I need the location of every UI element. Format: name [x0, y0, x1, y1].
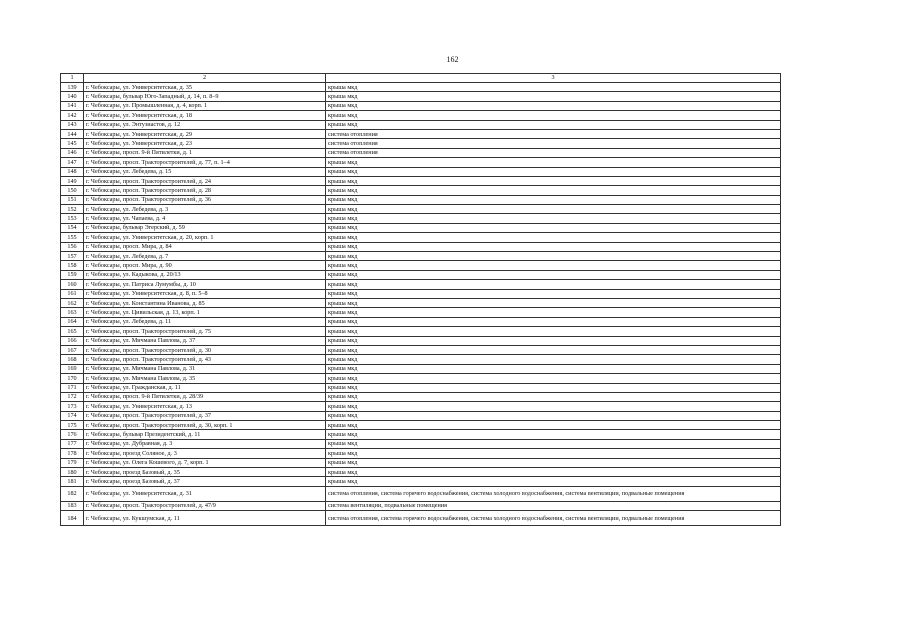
address-cell: г. Чебоксары, ул. Университетская, д. 35	[84, 83, 326, 92]
address-cell: г. Чебоксары, ул. Университетская, д. 23	[84, 139, 326, 148]
table-row	[61, 223, 781, 232]
work-type-cell: крыша мкд	[326, 92, 781, 101]
row-number-cell: 178	[61, 449, 84, 458]
address-cell: г. Чебоксары, ул. Университетская, д. 13	[84, 402, 326, 411]
table-row	[61, 233, 781, 242]
row-number-cell: 180	[61, 468, 84, 477]
row-number-cell: 151	[61, 195, 84, 204]
row-number-cell: 168	[61, 355, 84, 364]
row-number-cell: 161	[61, 289, 84, 298]
work-type-cell: крыша мкд	[326, 336, 781, 345]
work-type-cell: крыша мкд	[326, 289, 781, 298]
row-number-cell: 166	[61, 336, 84, 345]
row-number-cell: 150	[61, 186, 84, 195]
work-type-cell: система отопления, система горячего водоснабжения, система холодного водоснабжения, система вентиляции, подвальные помещения	[326, 511, 781, 526]
table-row	[61, 83, 781, 92]
table-row	[61, 270, 781, 279]
row-number-cell: 184	[61, 511, 84, 526]
address-cell: г. Чебоксары, ул. Университетская, д. 20, корп. 1	[84, 233, 326, 242]
work-type-cell: крыша мкд	[326, 186, 781, 195]
row-number-cell: 152	[61, 205, 84, 214]
page-number: 162	[446, 55, 459, 64]
address-cell: г. Чебоксары, просп. Мира, д. 90	[84, 261, 326, 270]
row-number-cell: 181	[61, 477, 84, 486]
work-type-cell: крыша мкд	[326, 383, 781, 392]
address-cell: г. Чебоксары, просп. Тракторостроителей, д. 30	[84, 345, 326, 354]
address-cell: г. Чебоксары, бульвар Президентский, д. 11	[84, 430, 326, 439]
address-cell: г. Чебоксары, просп. Тракторостроителей, д. 30, корп. 1	[84, 421, 326, 430]
row-number-cell: 174	[61, 411, 84, 420]
address-cell: г. Чебоксары, просп. Тракторостроителей, д. 77, п. 1–4	[84, 158, 326, 167]
table-header-row	[61, 74, 781, 83]
work-type-cell: крыша мкд	[326, 176, 781, 185]
work-type-cell: крыша мкд	[326, 111, 781, 120]
row-number-cell: 159	[61, 270, 84, 279]
work-type-cell: система отопления	[326, 139, 781, 148]
row-number-cell: 140	[61, 92, 84, 101]
work-type-cell: крыша мкд	[326, 205, 781, 214]
work-type-cell: крыша мкд	[326, 411, 781, 420]
table-row	[61, 148, 781, 157]
work-type-cell: крыша мкд	[326, 242, 781, 251]
row-number-cell: 163	[61, 308, 84, 317]
address-cell: г. Чебоксары, ул. Мичмана Павлова, д. 37	[84, 336, 326, 345]
address-cell: г. Чебоксары, ул. Университетская, д. 29	[84, 129, 326, 138]
address-cell: г. Чебоксары, ул. Гражданская, д. 11	[84, 383, 326, 392]
table-row	[61, 101, 781, 110]
row-number-cell: 177	[61, 439, 84, 448]
table-row	[61, 298, 781, 307]
table-row	[61, 355, 781, 364]
work-type-cell: система отопления	[326, 148, 781, 157]
table-row	[61, 336, 781, 345]
table-row	[61, 186, 781, 195]
work-type-cell: крыша мкд	[326, 214, 781, 223]
row-number-cell: 172	[61, 392, 84, 401]
document-table	[60, 73, 781, 526]
work-type-cell: крыша мкд	[326, 101, 781, 110]
table-row	[61, 195, 781, 204]
address-cell: г. Чебоксары, просп. Тракторостроителей, д. 75	[84, 327, 326, 336]
work-type-cell: крыша мкд	[326, 468, 781, 477]
row-number-cell: 160	[61, 280, 84, 289]
table-row	[61, 477, 781, 486]
address-cell: г. Чебоксары, ул. Университетская, д. 18	[84, 111, 326, 120]
table-row	[61, 501, 781, 510]
table-row	[61, 458, 781, 467]
header-col-2: 2	[84, 74, 326, 83]
table-row	[61, 280, 781, 289]
table-row	[61, 205, 781, 214]
table-row	[61, 111, 781, 120]
address-cell: г. Чебоксары, просп. 9-й Пятилетки, д. 28/39	[84, 392, 326, 401]
table-row	[61, 129, 781, 138]
address-cell: г. Чебоксары, ул. Чапаева, д. 4	[84, 214, 326, 223]
row-number-cell: 179	[61, 458, 84, 467]
row-number-cell: 139	[61, 83, 84, 92]
row-number-cell: 154	[61, 223, 84, 232]
work-type-cell: крыша мкд	[326, 458, 781, 467]
row-number-cell: 158	[61, 261, 84, 270]
address-cell: г. Чебоксары, бульвар Юго-Западный, д. 14, п. 8–9	[84, 92, 326, 101]
work-type-cell: крыша мкд	[326, 158, 781, 167]
row-number-cell: 176	[61, 430, 84, 439]
table-row	[61, 430, 781, 439]
table-row	[61, 374, 781, 383]
table-row	[61, 411, 781, 420]
address-cell: г. Чебоксары, ул. Мичмана Павлова, д. 31	[84, 364, 326, 373]
work-type-cell: крыша мкд	[326, 261, 781, 270]
address-cell: г. Чебоксары, ул. Патриса Лумумбы, д. 10	[84, 280, 326, 289]
work-type-cell: крыша мкд	[326, 402, 781, 411]
table-row	[61, 158, 781, 167]
address-cell: г. Чебоксары, ул. Промышленная, д. 4, корп. 1	[84, 101, 326, 110]
row-number-cell: 147	[61, 158, 84, 167]
table-row	[61, 139, 781, 148]
table-row	[61, 345, 781, 354]
table-body	[61, 83, 781, 526]
work-type-cell: крыша мкд	[326, 270, 781, 279]
address-cell: г. Чебоксары, ул. Университетская, д. 8, п. 5–8	[84, 289, 326, 298]
work-type-cell: крыша мкд	[326, 233, 781, 242]
work-type-cell: крыша мкд	[326, 439, 781, 448]
work-type-cell: крыша мкд	[326, 195, 781, 204]
row-number-cell: 141	[61, 101, 84, 110]
row-number-cell: 164	[61, 317, 84, 326]
table-row	[61, 92, 781, 101]
address-cell: г. Чебоксары, ул. Мичмана Павлова, д. 35	[84, 374, 326, 383]
table-row	[61, 486, 781, 501]
table-row	[61, 449, 781, 458]
work-type-cell: система отопления	[326, 129, 781, 138]
row-number-cell: 143	[61, 120, 84, 129]
work-type-cell: крыша мкд	[326, 167, 781, 176]
work-type-cell: крыша мкд	[326, 83, 781, 92]
header-col-3: 3	[326, 74, 781, 83]
row-number-cell: 148	[61, 167, 84, 176]
table-row	[61, 402, 781, 411]
row-number-cell: 144	[61, 129, 84, 138]
row-number-cell: 183	[61, 501, 84, 510]
table-row	[61, 261, 781, 270]
address-cell: г. Чебоксары, проезд Соляное, д. 3	[84, 449, 326, 458]
table-row	[61, 120, 781, 129]
table-row	[61, 214, 781, 223]
work-type-cell: крыша мкд	[326, 317, 781, 326]
work-type-cell: крыша мкд	[326, 327, 781, 336]
work-type-cell: крыша мкд	[326, 449, 781, 458]
work-type-cell: крыша мкд	[326, 252, 781, 261]
row-number-cell: 156	[61, 242, 84, 251]
address-cell: г. Чебоксары, ул. Кукшумская, д. 11	[84, 511, 326, 526]
work-type-cell: система отопления, система горячего водоснабжения, система холодного водоснабжения, система вентиляции, подвальные помещения	[326, 486, 781, 501]
table-row	[61, 289, 781, 298]
work-type-cell: крыша мкд	[326, 280, 781, 289]
address-cell: г. Чебоксары, просп. Тракторостроителей, д. 24	[84, 176, 326, 185]
work-type-cell: крыша мкд	[326, 392, 781, 401]
work-type-cell: крыша мкд	[326, 308, 781, 317]
work-type-cell: крыша мкд	[326, 477, 781, 486]
address-cell: г. Чебоксары, ул. Лебедева, д. 11	[84, 317, 326, 326]
table-row	[61, 242, 781, 251]
address-cell: г. Чебоксары, ул. Лебедева, д. 7	[84, 252, 326, 261]
work-type-cell: крыша мкд	[326, 223, 781, 232]
table-row	[61, 252, 781, 261]
address-cell: г. Чебоксары, просп. Тракторостроителей, д. 36	[84, 195, 326, 204]
address-cell: г. Чебоксары, проезд Базовый, д. 35	[84, 468, 326, 477]
header-col-1: 1	[61, 74, 84, 83]
work-type-cell: крыша мкд	[326, 364, 781, 373]
table-row	[61, 327, 781, 336]
work-type-cell: крыша мкд	[326, 298, 781, 307]
work-type-cell: крыша мкд	[326, 120, 781, 129]
row-number-cell: 145	[61, 139, 84, 148]
row-number-cell: 157	[61, 252, 84, 261]
address-cell: г. Чебоксары, просп. 9-й Пятилетки, д. 1	[84, 148, 326, 157]
address-cell: г. Чебоксары, ул. Дубравная, д. 3	[84, 439, 326, 448]
address-cell: г. Чебоксары, просп. Тракторостроителей, д. 47/9	[84, 501, 326, 510]
table-row	[61, 439, 781, 448]
row-number-cell: 165	[61, 327, 84, 336]
address-cell: г. Чебоксары, просп. Мира, д. 84	[84, 242, 326, 251]
address-cell: г. Чебоксары, ул. Кадыкова, д. 20/13	[84, 270, 326, 279]
table-row	[61, 176, 781, 185]
table-row	[61, 167, 781, 176]
row-number-cell: 167	[61, 345, 84, 354]
address-cell: г. Чебоксары, ул. Олега Кошевого, д. 7, корп. 1	[84, 458, 326, 467]
address-cell: г. Чебоксары, ул. Цивильская, д. 13, корп. 1	[84, 308, 326, 317]
row-number-cell: 169	[61, 364, 84, 373]
address-cell: г. Чебоксары, просп. Тракторостроителей, д. 28	[84, 186, 326, 195]
work-type-cell: крыша мкд	[326, 374, 781, 383]
row-number-cell: 162	[61, 298, 84, 307]
address-cell: г. Чебоксары, ул. Лебедева, д. 15	[84, 167, 326, 176]
row-number-cell: 182	[61, 486, 84, 501]
work-type-cell: система вентиляции, подвальные помещения	[326, 501, 781, 510]
row-number-cell: 170	[61, 374, 84, 383]
address-cell: г. Чебоксары, ул. Лебедева, д. 3	[84, 205, 326, 214]
work-type-cell: крыша мкд	[326, 355, 781, 364]
row-number-cell: 149	[61, 176, 84, 185]
table-row	[61, 317, 781, 326]
table-row	[61, 308, 781, 317]
address-cell: г. Чебоксары, просп. Тракторостроителей, д. 37	[84, 411, 326, 420]
table-row	[61, 421, 781, 430]
address-cell: г. Чебоксары, бульвар Эгерский, д. 59	[84, 223, 326, 232]
address-cell: г. Чебоксары, просп. Тракторостроителей, д. 43	[84, 355, 326, 364]
table-row	[61, 364, 781, 373]
row-number-cell: 153	[61, 214, 84, 223]
address-cell: г. Чебоксары, ул. Константина Иванова, д. 85	[84, 298, 326, 307]
row-number-cell: 155	[61, 233, 84, 242]
work-type-cell: крыша мкд	[326, 421, 781, 430]
address-cell: г. Чебоксары, проезд Базовый, д. 37	[84, 477, 326, 486]
table-row	[61, 383, 781, 392]
table-row	[61, 511, 781, 526]
work-type-cell: крыша мкд	[326, 430, 781, 439]
table-row	[61, 392, 781, 401]
row-number-cell: 173	[61, 402, 84, 411]
table-row	[61, 468, 781, 477]
work-type-cell: крыша мкд	[326, 345, 781, 354]
row-number-cell: 142	[61, 111, 84, 120]
row-number-cell: 171	[61, 383, 84, 392]
row-number-cell: 175	[61, 421, 84, 430]
address-cell: г. Чебоксары, ул. Энтузиастов, д. 12	[84, 120, 326, 129]
row-number-cell: 146	[61, 148, 84, 157]
address-cell: г. Чебоксары, ул. Университетская, д. 31	[84, 486, 326, 501]
